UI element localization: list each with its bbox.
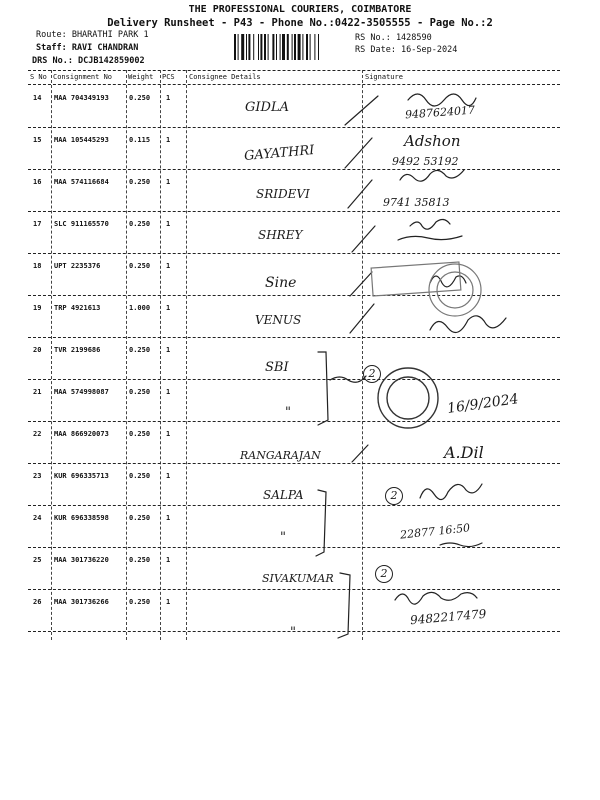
tick-mark	[345, 138, 372, 168]
col-consignment: Consignment No	[53, 73, 113, 81]
row-sno: 24	[33, 514, 42, 522]
row-consignment-no: MAA 866920073	[54, 430, 109, 438]
handwritten-signature: Adshon	[404, 132, 461, 150]
handwritten-name: SALPA	[263, 488, 304, 502]
signature-scribble	[400, 170, 464, 181]
handwritten-phone: 9492 53192	[392, 155, 459, 168]
circled-number: 2	[385, 487, 403, 505]
handwritten-name: RANGARAJAN	[240, 449, 321, 462]
group-bracket	[318, 352, 328, 425]
handwritten-name: SIVAKUMAR	[262, 572, 334, 585]
row-sno: 17	[33, 220, 42, 228]
row-pcs: 1	[166, 94, 171, 102]
signature-scribble	[330, 376, 366, 382]
ditto-mark: "	[280, 530, 286, 545]
row-consignment-no: TVR 2199686	[54, 346, 101, 354]
row-consignment-no: KUR 696338598	[54, 514, 109, 522]
row-weight: 0.250	[129, 556, 151, 564]
row-weight: 0.250	[129, 388, 151, 396]
col-consignee: Consignee Details	[189, 73, 261, 81]
row-weight: 0.115	[129, 136, 151, 144]
row-sno: 19	[33, 304, 42, 312]
handwritten-name: SRIDEVI	[256, 187, 310, 201]
row-pcs: 1	[166, 514, 171, 522]
row-consignment-no: UPT 2235376	[54, 262, 101, 270]
handwritten-date: 16/9/2024	[446, 391, 520, 417]
row-sno: 16	[33, 178, 42, 186]
tick-mark	[352, 445, 368, 462]
signature-scribble	[398, 236, 462, 240]
handwritten-name: SBI	[265, 360, 289, 375]
row-weight: 0.250	[129, 346, 151, 354]
handwritten-name: GIDLA	[245, 100, 289, 115]
row-consignment-no: TRP 4921613	[54, 304, 101, 312]
col-pcs: PCS	[162, 73, 175, 81]
signature-scribble	[440, 543, 482, 547]
tick-mark	[348, 180, 372, 208]
tick-mark	[350, 304, 374, 333]
signature-scribble	[420, 484, 482, 500]
signature-scribble	[430, 316, 506, 333]
route-label: Route: BHARATHI PARK 1	[36, 30, 149, 40]
col-sno: S No	[30, 73, 47, 81]
handwritten-name: SHREY	[258, 228, 303, 242]
handwritten-phone: 9741 35813	[383, 196, 450, 209]
row-pcs: 1	[166, 262, 171, 270]
row-consignment-no: MAA 574116684	[54, 178, 109, 186]
row-weight: 0.250	[129, 178, 151, 186]
rs-number: RS No.: 1428590	[355, 33, 432, 43]
row-sno: 18	[33, 262, 42, 270]
row-weight: 0.250	[129, 430, 151, 438]
tick-mark	[350, 272, 372, 296]
row-consignment-no: MAA 301736220	[54, 556, 109, 564]
row-pcs: 1	[166, 346, 171, 354]
group-bracket	[338, 573, 350, 638]
row-consignment-no: MAA 105445293	[54, 136, 109, 144]
row-consignment-no: MAA 301736266	[54, 598, 109, 606]
row-sno: 23	[33, 472, 42, 480]
row-weight: 0.250	[129, 514, 151, 522]
company-name: THE PROFESSIONAL COURIERS, COIMBATORE	[188, 4, 412, 15]
circled-number: 2	[363, 365, 381, 383]
row-pcs: 1	[166, 472, 171, 480]
tick-mark	[345, 96, 378, 125]
row-sno: 21	[33, 388, 42, 396]
row-pcs: 1	[166, 430, 171, 438]
col-signature: Signature	[365, 73, 403, 81]
ditto-mark: "	[290, 625, 296, 640]
signature-scribble	[408, 94, 476, 106]
row-consignment-no: SLC 911165570	[54, 220, 109, 228]
row-sno: 20	[33, 346, 42, 354]
col-weight: Weight	[128, 73, 154, 81]
row-pcs: 1	[166, 556, 171, 564]
row-pcs: 1	[166, 178, 171, 186]
row-pcs: 1	[166, 136, 171, 144]
tick-mark	[352, 226, 375, 252]
row-pcs: 1	[166, 388, 171, 396]
row-weight: 0.250	[129, 472, 151, 480]
row-sno: 25	[33, 556, 42, 564]
row-weight: 0.250	[129, 598, 151, 606]
row-pcs: 1	[166, 598, 171, 606]
handwritten-phone: 9487624017	[404, 103, 476, 122]
handwritten-phone: 22877 16:50	[399, 521, 471, 542]
handwritten-name: VENUS	[255, 313, 302, 327]
circled-number: 2	[375, 565, 393, 583]
rectangular-stamp	[371, 262, 461, 296]
runsheet-title: Delivery Runsheet - P43 - Phone No.:0422-3505555 - Page No.:2	[107, 17, 493, 29]
rs-date: RS Date: 16-Sep-2024	[355, 45, 458, 55]
row-sno: 22	[33, 430, 42, 438]
row-consignment-no: MAA 704349193	[54, 94, 109, 102]
row-sno: 15	[33, 136, 42, 144]
signature-scribble	[395, 592, 477, 604]
handwritten-signature: A.Dil	[444, 443, 484, 462]
handwritten-phone: 9482217479	[409, 606, 487, 628]
handwritten-name: Sine	[265, 275, 297, 291]
signature-scribble	[410, 219, 450, 229]
staff-label: Staff: RAVI CHANDRAN	[36, 43, 139, 53]
row-sno: 14	[33, 94, 42, 102]
group-bracket	[316, 490, 326, 556]
row-weight: 1.000	[129, 304, 151, 312]
row-weight: 0.250	[129, 262, 151, 270]
row-weight: 0.250	[129, 94, 151, 102]
row-consignment-no: MAA 574998087	[54, 388, 109, 396]
row-pcs: 1	[166, 220, 171, 228]
row-weight: 0.250	[129, 220, 151, 228]
row-consignment-no: KUR 696335713	[54, 472, 109, 480]
row-pcs: 1	[166, 304, 171, 312]
ditto-mark: "	[285, 405, 291, 420]
row-sno: 26	[33, 598, 42, 606]
drs-number: DRS No.: DCJB142859002	[32, 56, 145, 66]
handwritten-name: GAYATHRI	[243, 142, 315, 165]
